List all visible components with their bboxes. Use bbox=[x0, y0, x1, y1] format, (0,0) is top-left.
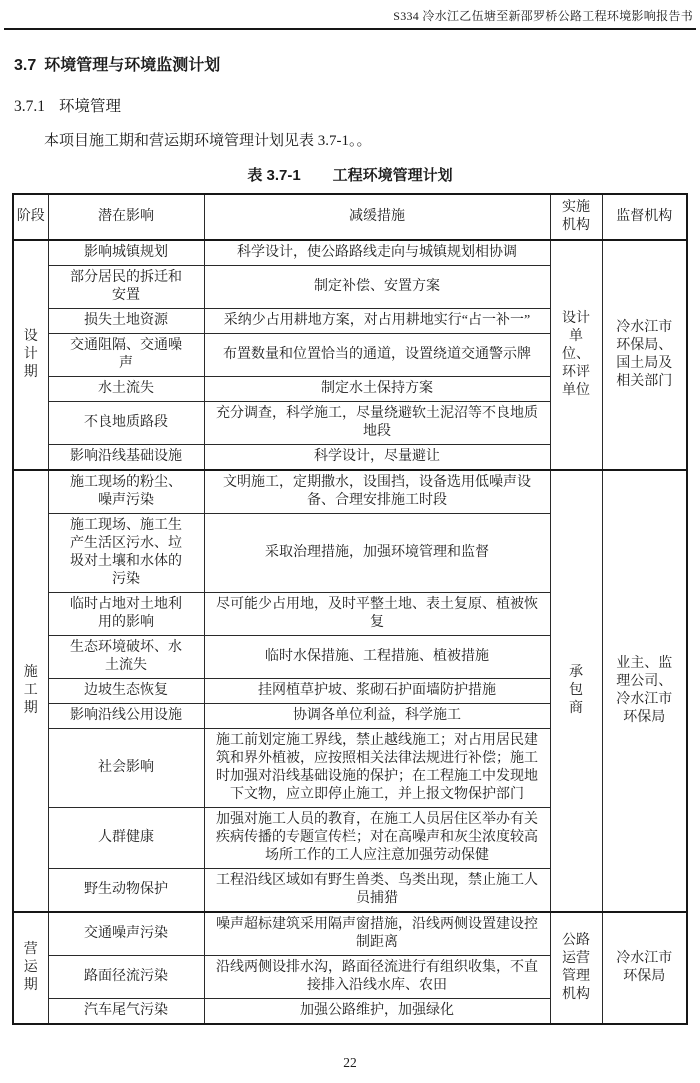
stage-cell bbox=[13, 912, 48, 1024]
impact-cell: 边坡生态恢复 bbox=[48, 679, 204, 704]
col-header-impact: 潜在影响 bbox=[48, 194, 204, 240]
impact-cell: 路面径流污染 bbox=[48, 956, 204, 999]
stage-label: 施工期 bbox=[23, 665, 38, 716]
implementer-cell bbox=[550, 240, 602, 470]
impact-cell: 野生动物保护 bbox=[48, 869, 204, 913]
impact-cell: 社会影响 bbox=[48, 729, 204, 808]
table-caption-title: 工程环境管理计划 bbox=[332, 167, 453, 184]
measure-cell: 充分调查，科学施工，尽量绕避软土泥沼等不良地质地段 bbox=[204, 402, 550, 445]
col-header-measure: 减缓措施 bbox=[204, 194, 550, 240]
measure-cell: 沿线两侧设排水沟，路面径流进行有组织收集，不直接排入沿线水库、农田 bbox=[204, 956, 550, 999]
measure-cell: 协调各单位利益，科学施工 bbox=[204, 704, 550, 729]
intro-paragraph: 本项目施工期和营运期环境管理计划见表 3.7-1。。 bbox=[44, 133, 372, 149]
stage-label: 营运期 bbox=[23, 942, 38, 993]
measure-cell: 采纳少占用耕地方案，对占用耕地实行“占一补一” bbox=[204, 309, 550, 334]
implementer-cell bbox=[550, 470, 602, 912]
supervisor-label: 业主、监理公司、冷水江市环保局 bbox=[616, 656, 673, 725]
implementer-label: 承包商 bbox=[569, 665, 583, 716]
impact-cell: 部分居民的拆迁和安置 bbox=[48, 266, 204, 309]
subsection-number: 3.7.1 bbox=[14, 98, 45, 115]
supervisor-cell bbox=[602, 240, 687, 470]
subsection-title: 环境管理 bbox=[59, 98, 122, 115]
measure-cell: 加强对施工人员的教育，在施工人员居住区举办有关疾病传播的专题宣传栏；对在高噪声和灰尘浓度较高场所工作的工人应注意加强劳动保健 bbox=[204, 808, 550, 869]
impact-cell: 影响城镇规划 bbox=[48, 240, 204, 266]
implementer-label: 公路运营管理机构 bbox=[562, 933, 590, 1002]
table-caption bbox=[0, 164, 700, 185]
supervisor-cell bbox=[602, 470, 687, 912]
col-header-implementer-label: 实施机构 bbox=[562, 200, 590, 233]
col-header-stage: 阶段 bbox=[13, 194, 48, 240]
impact-cell: 不良地质路段 bbox=[48, 402, 204, 445]
measure-cell: 工程沿线区域如有野生兽类、鸟类出现，禁止施工人员捕猎 bbox=[204, 869, 550, 913]
impact-cell: 施工现场的粉尘、噪声污染 bbox=[48, 470, 204, 514]
implementer-cell bbox=[550, 912, 602, 1024]
measure-cell: 科学设计，尽量避让 bbox=[204, 445, 550, 471]
env-table-body bbox=[13, 240, 687, 1024]
impact-cell: 人群健康 bbox=[48, 808, 204, 869]
page-number: 22 bbox=[343, 1055, 357, 1070]
section-number: 3.7 bbox=[14, 57, 37, 74]
measure-cell: 制定补偿、安置方案 bbox=[204, 266, 550, 309]
measure-cell: 制定水土保持方案 bbox=[204, 377, 550, 402]
measure-cell: 布置数量和位置恰当的通道，设置绕道交通警示牌 bbox=[204, 334, 550, 377]
table-row bbox=[13, 240, 687, 266]
impact-cell: 影响沿线公用设施 bbox=[48, 704, 204, 729]
impact-cell: 交通噪声污染 bbox=[48, 912, 204, 956]
measure-cell: 施工前划定施工界线，禁止越线施工；对占用居民建筑和界外植被，应按照相关法律法规进行补偿；施工时加强对沿线基础设施的保护；在工程施工中发现地下文物，应立即停止施工，并上报文物保护部门 bbox=[204, 729, 550, 808]
stage-cell bbox=[13, 470, 48, 912]
measure-cell: 临时水保措施、工程措施、植被措施 bbox=[204, 636, 550, 679]
measure-cell: 采取治理措施，加强环境管理和监督 bbox=[204, 514, 550, 593]
section-title: 环境管理与环境监测计划 bbox=[44, 57, 221, 74]
impact-cell: 生态环境破坏、水土流失 bbox=[48, 636, 204, 679]
table-header-row bbox=[13, 194, 687, 240]
impact-cell: 影响沿线基础设施 bbox=[48, 445, 204, 471]
impact-cell: 施工现场、施工生产生活区污水、垃圾对土壤和水体的污染 bbox=[48, 514, 204, 593]
measure-cell: 挂网植草护坡、浆砌石护面墙防护措施 bbox=[204, 679, 550, 704]
supervisor-label: 冷水江市环保局 bbox=[616, 951, 673, 984]
header-divider bbox=[4, 28, 696, 30]
measure-cell: 加强公路维护，加强绿化 bbox=[204, 999, 550, 1025]
measure-cell: 科学设计，使公路路线走向与城镇规划相协调 bbox=[204, 240, 550, 266]
section-heading bbox=[14, 52, 700, 75]
impact-cell: 水土流失 bbox=[48, 377, 204, 402]
col-header-implementer bbox=[550, 194, 602, 240]
stage-label: 设计期 bbox=[23, 329, 38, 380]
table-row bbox=[13, 912, 687, 956]
table-caption-label: 表 3.7-1 bbox=[247, 167, 301, 184]
measure-cell: 文明施工，定期撒水，设围挡，设备选用低噪声设备、合理安排施工时段 bbox=[204, 470, 550, 514]
implementer-label: 设计单位、环评单位 bbox=[562, 311, 590, 398]
impact-cell: 汽车尾气污染 bbox=[48, 999, 204, 1025]
impact-cell: 临时占地对土地利用的影响 bbox=[48, 593, 204, 636]
table-row bbox=[13, 470, 687, 514]
supervisor-label: 冷水江市环保局、国土局及相关部门 bbox=[616, 320, 673, 389]
document-header-title: S334 冷水江乙伍塘至新邵罗桥公路工程环境影响报告书 bbox=[393, 9, 693, 23]
env-management-table bbox=[12, 193, 688, 1025]
measure-cell: 尽可能少占用地，及时平整土地、表土复原、植被恢复 bbox=[204, 593, 550, 636]
subsection-heading bbox=[14, 94, 700, 116]
col-header-supervisor: 监督机构 bbox=[602, 194, 687, 240]
impact-cell: 交通阻隔、交通噪声 bbox=[48, 334, 204, 377]
measure-cell: 噪声超标建筑采用隔声窗措施，沿线两侧设置建设控制距离 bbox=[204, 912, 550, 956]
supervisor-cell bbox=[602, 912, 687, 1024]
stage-cell bbox=[13, 240, 48, 470]
impact-cell: 损失土地资源 bbox=[48, 309, 204, 334]
